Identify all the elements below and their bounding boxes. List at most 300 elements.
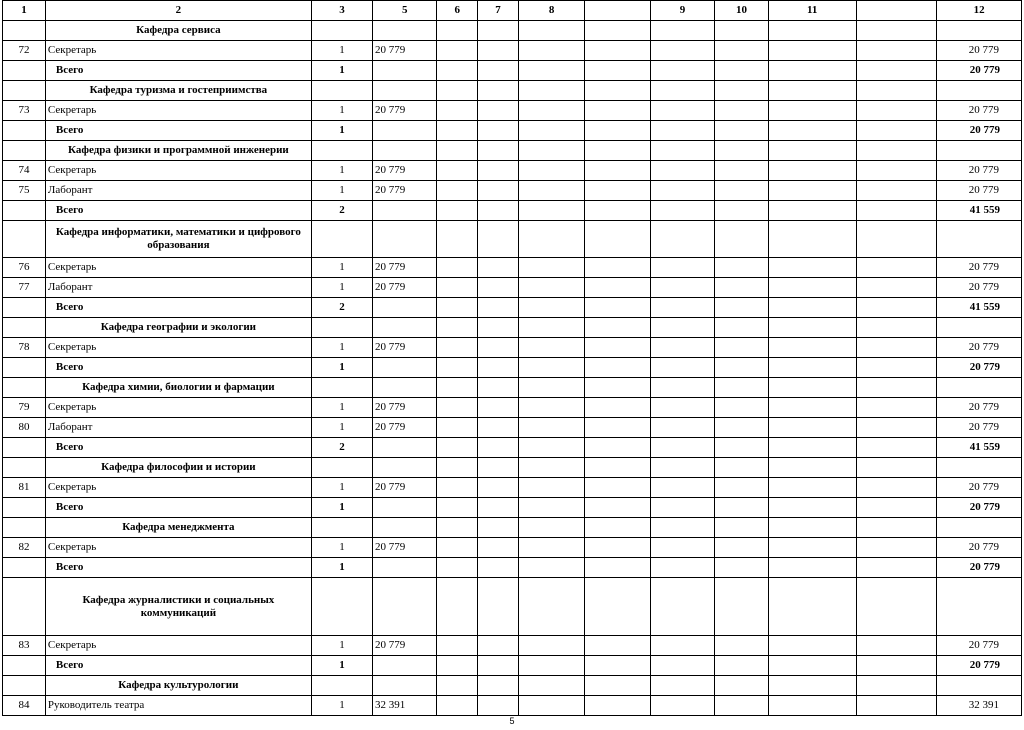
empty-cell: [856, 398, 936, 418]
department-heading-row: [3, 21, 1022, 41]
empty-cell: [715, 258, 769, 278]
total-label: Всего: [45, 498, 311, 518]
empty-cell: [650, 258, 714, 278]
empty-cell: [518, 141, 585, 161]
staff-count: 1: [311, 636, 372, 656]
salary-cell: 20 779: [373, 258, 437, 278]
empty-cell: [518, 696, 585, 716]
empty-cell: [437, 21, 478, 41]
empty-cell: [856, 318, 936, 338]
empty-cell: [650, 656, 714, 676]
empty-cell: [715, 41, 769, 61]
empty-cell: [437, 558, 478, 578]
total-count: 2: [311, 201, 372, 221]
total-sum: 20 779: [937, 121, 1022, 141]
empty-cell: [478, 221, 519, 258]
empty-cell: [585, 578, 650, 636]
department-name: Кафедра журналистики и социальных коммуникаций: [45, 578, 311, 636]
empty-cell: [715, 636, 769, 656]
empty-cell: [437, 378, 478, 398]
empty-cell: [373, 201, 437, 221]
salary-cell: 20 779: [373, 538, 437, 558]
empty-cell: [373, 318, 437, 338]
department-name: Кафедра сервиса: [45, 21, 311, 41]
position-name: Лаборант: [45, 181, 311, 201]
table-row: [3, 338, 1022, 358]
salary-cell: 20 779: [373, 181, 437, 201]
department-name: Кафедра географии и экологии: [45, 318, 311, 338]
empty-cell: [311, 81, 372, 101]
header-cell: [856, 1, 936, 21]
empty-cell: [437, 161, 478, 181]
empty-cell: [585, 558, 650, 578]
empty-cell: [856, 41, 936, 61]
position-name: Лаборант: [45, 278, 311, 298]
salary-cell: 20 779: [373, 278, 437, 298]
department-heading-row: [3, 141, 1022, 161]
empty-cell: [518, 161, 585, 181]
position-name: Секретарь: [45, 41, 311, 61]
empty-cell: [437, 258, 478, 278]
total-cell: 20 779: [937, 258, 1022, 278]
empty-cell: [715, 318, 769, 338]
empty-cell: [650, 478, 714, 498]
empty-cell: [856, 258, 936, 278]
table-row: [3, 258, 1022, 278]
empty-cell: [856, 221, 936, 258]
empty-cell: [768, 201, 856, 221]
empty-cell: [585, 636, 650, 656]
empty-cell: [856, 478, 936, 498]
header-cell: 5: [373, 1, 437, 21]
department-name: Кафедра физики и программной инженерии: [45, 141, 311, 161]
empty-cell: [715, 181, 769, 201]
empty-cell: [518, 221, 585, 258]
table-row: [3, 696, 1022, 716]
empty-cell: [518, 378, 585, 398]
empty-cell: [478, 676, 519, 696]
empty-cell: [518, 578, 585, 636]
empty-cell: [585, 21, 650, 41]
empty-cell: [478, 518, 519, 538]
empty-cell: [437, 318, 478, 338]
empty-cell: [585, 201, 650, 221]
empty-cell: [650, 21, 714, 41]
total-label: Всего: [45, 201, 311, 221]
empty-cell: [478, 378, 519, 398]
header-cell: 10: [715, 1, 769, 21]
total-cell: 20 779: [937, 278, 1022, 298]
total-label: Всего: [45, 656, 311, 676]
empty-cell: [478, 81, 519, 101]
empty-cell: [478, 298, 519, 318]
empty-cell: [3, 558, 46, 578]
empty-cell: [373, 558, 437, 578]
empty-cell: [585, 438, 650, 458]
empty-cell: [373, 518, 437, 538]
empty-cell: [585, 298, 650, 318]
empty-cell: [437, 201, 478, 221]
staff-schedule-table: [2, 0, 1022, 716]
empty-cell: [650, 161, 714, 181]
empty-cell: [856, 21, 936, 41]
empty-cell: [3, 378, 46, 398]
department-heading-row: [3, 578, 1022, 636]
empty-cell: [650, 518, 714, 538]
empty-cell: [650, 338, 714, 358]
total-sum: 20 779: [937, 358, 1022, 378]
empty-cell: [518, 398, 585, 418]
empty-cell: [585, 478, 650, 498]
empty-cell: [768, 418, 856, 438]
staff-count: 1: [311, 101, 372, 121]
total-label: Всего: [45, 121, 311, 141]
empty-cell: [585, 498, 650, 518]
empty-cell: [3, 518, 46, 538]
empty-cell: [650, 61, 714, 81]
empty-cell: [768, 558, 856, 578]
empty-cell: [437, 101, 478, 121]
salary-cell: 20 779: [373, 41, 437, 61]
empty-cell: [585, 41, 650, 61]
empty-cell: [856, 101, 936, 121]
total-label: Всего: [45, 61, 311, 81]
empty-cell: [437, 578, 478, 636]
empty-cell: [478, 41, 519, 61]
empty-cell: [437, 81, 478, 101]
empty-cell: [373, 656, 437, 676]
empty-cell: [650, 358, 714, 378]
empty-cell: [768, 636, 856, 656]
staff-count: 1: [311, 181, 372, 201]
empty-cell: [856, 358, 936, 378]
table-row: [3, 418, 1022, 438]
empty-cell: [715, 61, 769, 81]
empty-cell: [3, 498, 46, 518]
total-sum: 20 779: [937, 558, 1022, 578]
empty-cell: [715, 656, 769, 676]
empty-cell: [585, 278, 650, 298]
salary-cell: 20 779: [373, 338, 437, 358]
empty-cell: [585, 338, 650, 358]
salary-cell: 20 779: [373, 398, 437, 418]
empty-cell: [437, 61, 478, 81]
empty-cell: [768, 478, 856, 498]
empty-cell: [3, 656, 46, 676]
empty-cell: [856, 141, 936, 161]
empty-cell: [311, 458, 372, 478]
empty-cell: [518, 81, 585, 101]
empty-cell: [937, 676, 1022, 696]
position-name: Секретарь: [45, 338, 311, 358]
header-row: [3, 1, 1022, 21]
empty-cell: [518, 318, 585, 338]
empty-cell: [856, 278, 936, 298]
empty-cell: [585, 141, 650, 161]
empty-cell: [650, 418, 714, 438]
salary-cell: 20 779: [373, 418, 437, 438]
empty-cell: [518, 538, 585, 558]
empty-cell: [650, 378, 714, 398]
staff-count: 1: [311, 538, 372, 558]
position-name: Секретарь: [45, 478, 311, 498]
department-total-row: [3, 358, 1022, 378]
empty-cell: [373, 21, 437, 41]
total-cell: 20 779: [937, 478, 1022, 498]
empty-cell: [311, 318, 372, 338]
empty-cell: [478, 398, 519, 418]
empty-cell: [373, 61, 437, 81]
header-cell: 3: [311, 1, 372, 21]
header-cell: 7: [478, 1, 519, 21]
empty-cell: [768, 141, 856, 161]
total-cell: 20 779: [937, 538, 1022, 558]
total-label: Всего: [45, 358, 311, 378]
empty-cell: [478, 181, 519, 201]
empty-cell: [715, 221, 769, 258]
total-label: Всего: [45, 298, 311, 318]
empty-cell: [650, 438, 714, 458]
empty-cell: [518, 458, 585, 478]
position-name: Руководитель театра: [45, 696, 311, 716]
staff-count: 1: [311, 418, 372, 438]
empty-cell: [518, 258, 585, 278]
department-total-row: [3, 121, 1022, 141]
total-cell: 20 779: [937, 161, 1022, 181]
empty-cell: [478, 558, 519, 578]
empty-cell: [585, 221, 650, 258]
total-count: 1: [311, 498, 372, 518]
empty-cell: [585, 181, 650, 201]
header-cell: [585, 1, 650, 21]
empty-cell: [373, 458, 437, 478]
staff-count: 1: [311, 338, 372, 358]
empty-cell: [478, 338, 519, 358]
salary-cell: 20 779: [373, 636, 437, 656]
empty-cell: [937, 378, 1022, 398]
empty-cell: [856, 81, 936, 101]
table-row: [3, 181, 1022, 201]
empty-cell: [715, 518, 769, 538]
empty-cell: [373, 121, 437, 141]
empty-cell: [856, 181, 936, 201]
empty-cell: [478, 656, 519, 676]
position-name: Секретарь: [45, 101, 311, 121]
empty-cell: [373, 81, 437, 101]
salary-cell: 20 779: [373, 101, 437, 121]
row-number: 76: [3, 258, 46, 278]
empty-cell: [715, 418, 769, 438]
empty-cell: [937, 318, 1022, 338]
empty-cell: [585, 676, 650, 696]
department-total-row: [3, 558, 1022, 578]
empty-cell: [856, 121, 936, 141]
empty-cell: [437, 181, 478, 201]
empty-cell: [768, 398, 856, 418]
empty-cell: [3, 81, 46, 101]
empty-cell: [478, 538, 519, 558]
row-number: 80: [3, 418, 46, 438]
row-number: 73: [3, 101, 46, 121]
empty-cell: [373, 378, 437, 398]
table-row: [3, 278, 1022, 298]
empty-cell: [715, 538, 769, 558]
empty-cell: [937, 221, 1022, 258]
empty-cell: [3, 298, 46, 318]
empty-cell: [768, 161, 856, 181]
total-cell: 20 779: [937, 41, 1022, 61]
empty-cell: [518, 438, 585, 458]
empty-cell: [478, 438, 519, 458]
empty-cell: [478, 21, 519, 41]
position-name: Секретарь: [45, 398, 311, 418]
empty-cell: [518, 41, 585, 61]
total-sum: 20 779: [937, 61, 1022, 81]
empty-cell: [768, 181, 856, 201]
empty-cell: [585, 81, 650, 101]
empty-cell: [856, 338, 936, 358]
staff-count: 1: [311, 258, 372, 278]
empty-cell: [715, 498, 769, 518]
empty-cell: [650, 676, 714, 696]
empty-cell: [437, 538, 478, 558]
empty-cell: [585, 121, 650, 141]
empty-cell: [478, 141, 519, 161]
total-sum: 41 559: [937, 201, 1022, 221]
empty-cell: [311, 141, 372, 161]
total-cell: 20 779: [937, 181, 1022, 201]
row-number: 79: [3, 398, 46, 418]
empty-cell: [437, 221, 478, 258]
total-cell: 32 391: [937, 696, 1022, 716]
empty-cell: [3, 201, 46, 221]
total-label: Всего: [45, 558, 311, 578]
total-count: 1: [311, 61, 372, 81]
empty-cell: [715, 378, 769, 398]
empty-cell: [437, 656, 478, 676]
empty-cell: [3, 318, 46, 338]
empty-cell: [437, 418, 478, 438]
row-number: 82: [3, 538, 46, 558]
staff-count: 1: [311, 478, 372, 498]
empty-cell: [650, 498, 714, 518]
table-row: [3, 478, 1022, 498]
empty-cell: [311, 518, 372, 538]
empty-cell: [437, 141, 478, 161]
empty-cell: [478, 458, 519, 478]
empty-cell: [437, 358, 478, 378]
empty-cell: [650, 458, 714, 478]
empty-cell: [768, 298, 856, 318]
empty-cell: [856, 458, 936, 478]
empty-cell: [478, 498, 519, 518]
total-cell: 20 779: [937, 338, 1022, 358]
empty-cell: [650, 298, 714, 318]
empty-cell: [715, 696, 769, 716]
total-sum: 20 779: [937, 498, 1022, 518]
empty-cell: [518, 121, 585, 141]
department-name: Кафедра информатики, математики и цифрового образования: [45, 221, 311, 258]
empty-cell: [478, 318, 519, 338]
department-name: Кафедра менеджмента: [45, 518, 311, 538]
empty-cell: [768, 278, 856, 298]
empty-cell: [768, 538, 856, 558]
empty-cell: [585, 518, 650, 538]
header-cell: 2: [45, 1, 311, 21]
total-sum: 20 779: [937, 656, 1022, 676]
empty-cell: [937, 458, 1022, 478]
empty-cell: [856, 201, 936, 221]
empty-cell: [715, 458, 769, 478]
empty-cell: [437, 636, 478, 656]
empty-cell: [518, 278, 585, 298]
empty-cell: [518, 298, 585, 318]
department-heading-row: [3, 378, 1022, 398]
row-number: 77: [3, 278, 46, 298]
empty-cell: [518, 558, 585, 578]
total-cell: 20 779: [937, 418, 1022, 438]
empty-cell: [585, 101, 650, 121]
empty-cell: [518, 478, 585, 498]
header-cell: 8: [518, 1, 585, 21]
empty-cell: [856, 538, 936, 558]
department-heading-row: [3, 676, 1022, 696]
empty-cell: [650, 81, 714, 101]
position-name: Лаборант: [45, 418, 311, 438]
empty-cell: [585, 418, 650, 438]
empty-cell: [715, 81, 769, 101]
empty-cell: [856, 578, 936, 636]
empty-cell: [856, 636, 936, 656]
empty-cell: [373, 498, 437, 518]
empty-cell: [650, 121, 714, 141]
empty-cell: [373, 298, 437, 318]
empty-cell: [650, 41, 714, 61]
empty-cell: [937, 21, 1022, 41]
empty-cell: [437, 478, 478, 498]
empty-cell: [715, 298, 769, 318]
empty-cell: [768, 61, 856, 81]
empty-cell: [437, 676, 478, 696]
empty-cell: [373, 438, 437, 458]
empty-cell: [715, 278, 769, 298]
staff-count: 1: [311, 696, 372, 716]
empty-cell: [768, 498, 856, 518]
empty-cell: [373, 676, 437, 696]
empty-cell: [856, 378, 936, 398]
empty-cell: [373, 358, 437, 378]
empty-cell: [585, 458, 650, 478]
salary-cell: 32 391: [373, 696, 437, 716]
empty-cell: [856, 696, 936, 716]
page-number: 5: [509, 716, 515, 726]
empty-cell: [856, 676, 936, 696]
empty-cell: [478, 121, 519, 141]
department-heading-row: [3, 318, 1022, 338]
empty-cell: [768, 21, 856, 41]
empty-cell: [311, 221, 372, 258]
header-cell: 9: [650, 1, 714, 21]
empty-cell: [437, 696, 478, 716]
empty-cell: [585, 258, 650, 278]
department-total-row: [3, 438, 1022, 458]
table-row: [3, 636, 1022, 656]
empty-cell: [650, 538, 714, 558]
empty-cell: [856, 61, 936, 81]
empty-cell: [3, 578, 46, 636]
empty-cell: [437, 458, 478, 478]
staff-count: 1: [311, 41, 372, 61]
